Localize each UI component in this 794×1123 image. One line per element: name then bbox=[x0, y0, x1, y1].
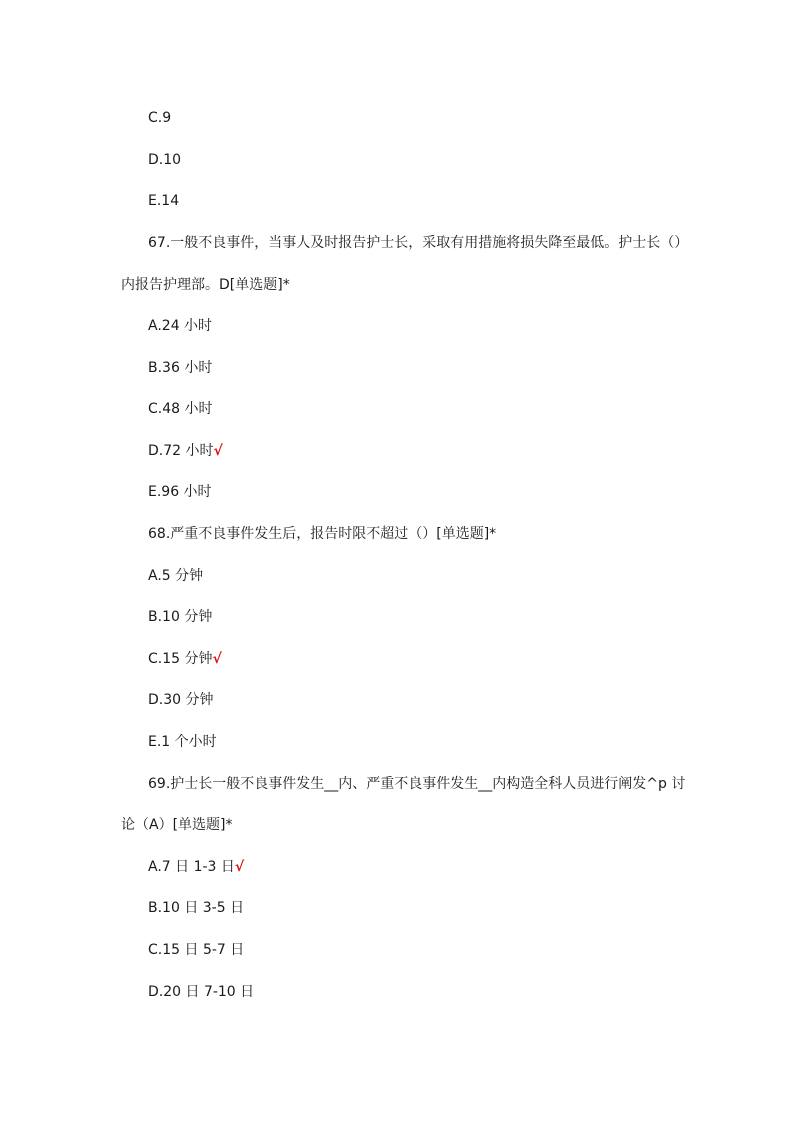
question-68: 68.严重不良事件发生后，报告时限不超过（）[单选题]* bbox=[148, 526, 497, 542]
correct-check-icon: √ bbox=[212, 651, 222, 667]
q67-option-d: D.72 小时√ bbox=[148, 443, 223, 459]
q68-option-c: C.15 分钟√ bbox=[148, 651, 222, 667]
question-67: 67.一般不良事件，当事人及时报告护士长，采取有用措施将损失降至最低。护士长（） bbox=[148, 235, 689, 251]
q69-option-d: D.20 日 7-10 日 bbox=[148, 984, 255, 1000]
option-e-14: E.14 bbox=[148, 193, 180, 209]
q68-option-a: A.5 分钟 bbox=[148, 568, 204, 584]
q69-option-c: C.15 日 5-7 日 bbox=[148, 942, 245, 958]
q68-option-b: B.10 分钟 bbox=[148, 609, 213, 625]
q67-option-c: C.48 小时 bbox=[148, 401, 213, 417]
q69-option-b: B.10 日 3-5 日 bbox=[148, 900, 245, 916]
q67-option-a: A.24 小时 bbox=[148, 318, 213, 334]
q68-option-d: D.30 分钟 bbox=[148, 692, 214, 708]
q67-option-b: B.36 小时 bbox=[148, 360, 213, 376]
correct-check-icon: √ bbox=[213, 443, 223, 459]
q68-option-e: E.1 个小时 bbox=[148, 734, 217, 750]
question-69: 69.护士长一般不良事件发生__内、严重不良事件发生__内构造全科人员进行阐发^p 讨 bbox=[148, 776, 686, 792]
question-69-continued: 论（A）[单选题]* bbox=[121, 817, 233, 833]
q67-option-e: E.96 小时 bbox=[148, 484, 212, 500]
option-c-9: C.9 bbox=[148, 110, 172, 126]
q69-option-a: A.7 日 1-3 日√ bbox=[148, 859, 245, 875]
correct-check-icon: √ bbox=[234, 859, 245, 875]
question-67-continued: 内报告护理部。D[单选题]* bbox=[121, 277, 290, 293]
option-d-10: D.10 bbox=[148, 152, 182, 168]
